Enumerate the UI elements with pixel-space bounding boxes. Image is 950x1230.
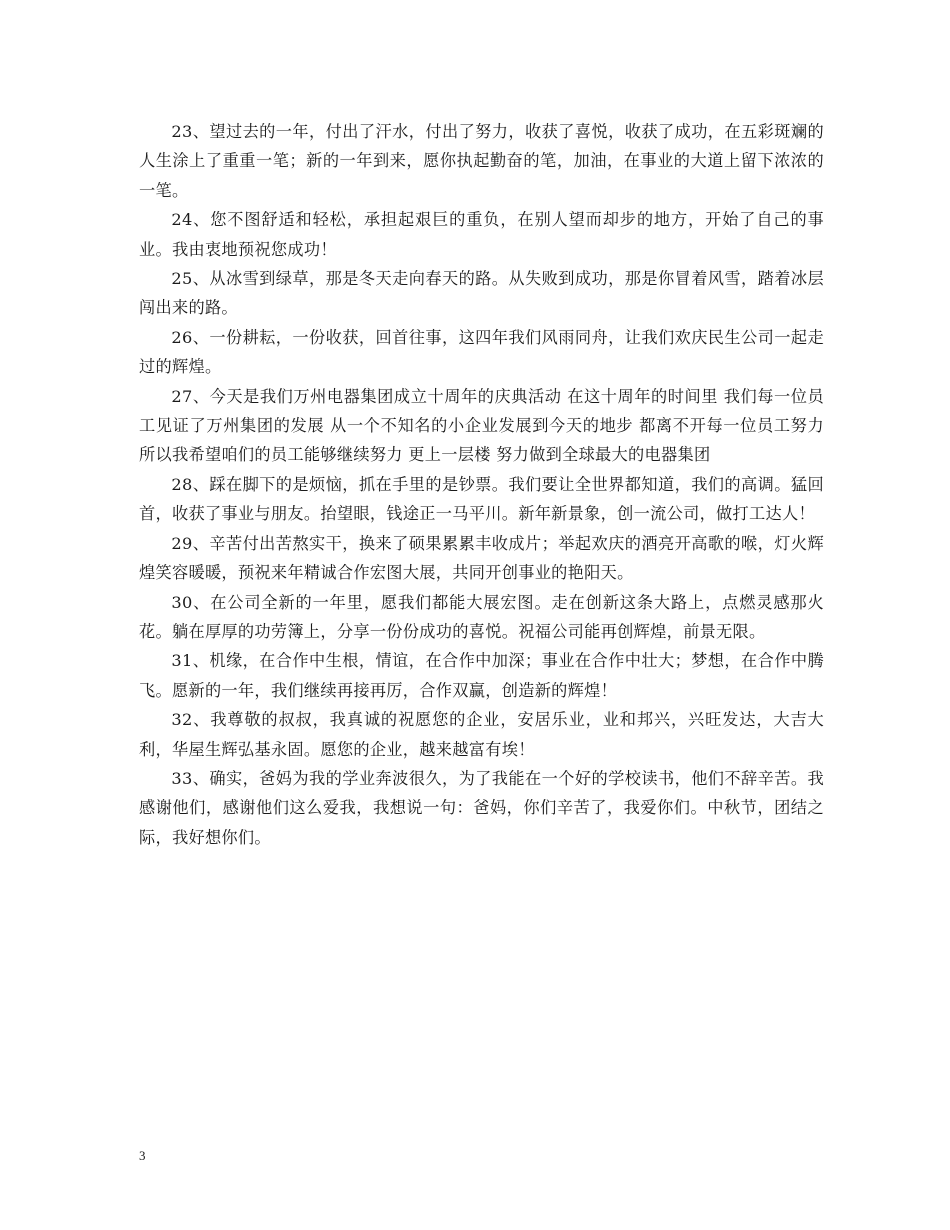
- paragraph-31: 31、机缘，在合作中生根，情谊，在合作中加深；事业在合作中壮大；梦想，在合作中腾飞。愿新的一年，我们继续再接再厉，合作双赢，创造新的辉煌！: [139, 651, 824, 700]
- paragraph-24: 24、您不图舒适和轻松，承担起艰巨的重负，在别人望而却步的地方，开始了自己的事业。我由衷地预祝您成功！: [139, 210, 824, 259]
- page-number: 3: [139, 1148, 146, 1163]
- document-body: [139, 117, 824, 852]
- paragraph-33: 33、确实，爸妈为我的学业奔波很久，为了我能在一个好的学校读书，他们不辞辛苦。我感谢他们，感谢他们这么爱我，我想说一句：爸妈，你们辛苦了，我爱你们。中秋节，团结之际，我好想你们。: [139, 768, 824, 847]
- paragraph-32: 32、我尊敬的叔叔，我真诚的祝愿您的企业，安居乐业，业和邦兴，兴旺发达，大吉大利，华屋生辉弘基永固。愿您的企业，越来越富有埃！: [139, 710, 824, 759]
- paragraph-26: 26、一份耕耘，一份收获，回首往事，这四年我们风雨同舟，让我们欢庆民生公司一起走过的辉煌。: [139, 327, 824, 377]
- paragraph-28: 28、踩在脚下的是烦恼，抓在手里的是钞票。我们要让全世界都知道，我们的高调。猛回首，收获了事业与朋友。抬望眼，钱途正一马平川。新年新景象，创一流公司，做打工达人！: [139, 474, 824, 524]
- paragraph-25: 25、从冰雪到绿草，那是冬天走向春天的路。从失败到成功，那是你冒着风雪，踏着冰层闯出来的路。: [139, 269, 824, 318]
- paragraph-23: 23、望过去的一年，付出了汗水，付出了努力，收获了喜悦，收获了成功，在五彩斑斓的人生涂上了重重一笔；新的一年到来，愿你执起勤奋的笔，加油，在事业的大道上留下浓浓的一笔。: [139, 122, 824, 200]
- paragraph-27: 27、今天是我们万州电器集团成立十周年的庆典活动 在这十周年的时间里 我们每一位员工见证了万州集团的发展 从一个不知名的小企业发展到今天的地步 都离不开每一位员工努力 所以我希望咱们的员工能够继续努力 更上一层楼 努力做到全球最大的电器集团: [139, 386, 824, 465]
- paragraph-30: 30、在公司全新的一年里，愿我们都能大展宏图。走在创新这条大路上，点燃灵感那火花。躺在厚厚的功劳簿上，分享一份份成功的喜悦。祝福公司能再创辉煌，前景无限。: [139, 592, 824, 641]
- paragraph-29: 29、辛苦付出苦熬实干，换来了硕果累累丰收成片；举起欢庆的酒亮开高歌的喉，灯火辉煌笑容暖暖，预祝来年精诚合作宏图大展，共同开创事业的艳阳天。: [139, 533, 824, 583]
